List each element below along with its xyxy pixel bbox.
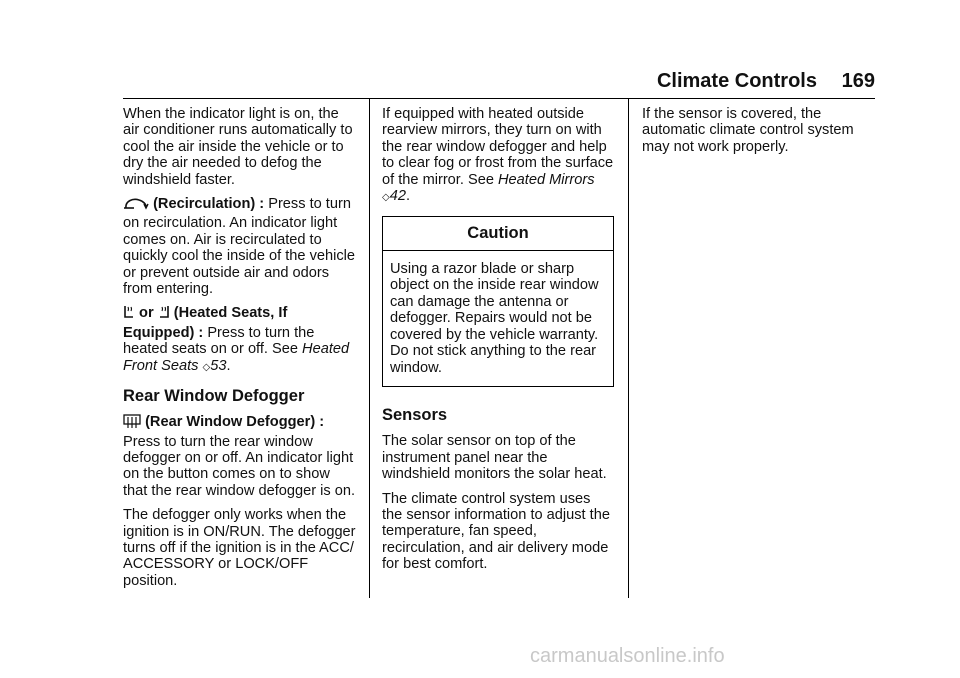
column-1 [123, 106, 358, 597]
page-header [123, 70, 875, 98]
column-divider-2 [628, 98, 629, 598]
rear-defogger-icon [123, 414, 141, 433]
heated-seats-text: Press to turn the heated seats on or off. See [123, 324, 315, 358]
paragraph-defogger [123, 414, 358, 499]
paragraph: The climate control system uses the sensor information to adjust the temperature, fan speed, recirculation, and air delivery mode for best comfort. [382, 490, 610, 573]
heated-seats-ref-page: 53 [210, 357, 227, 374]
mirrors-text: If equipped with heated outside rearview mirrors, they turn on with the rear window defogger and help to clear fog or frost from the surface of the mirror. See [382, 106, 614, 188]
page-number: 169 [841, 70, 875, 92]
column-divider-1 [369, 98, 370, 598]
paragraph: When the indicator light is on, the air conditioner runs automatically to cool the air inside the vehicle or to dry the air needed to defog the windshield faster. [123, 106, 353, 188]
caution-title: Caution [383, 217, 613, 250]
recirculation-text: Press to turn on recirculation. An indicator light comes on. Air is recirculated to quickly cool the inside of the vehicle or prevent outside air and odors from entering. [123, 196, 356, 298]
paragraph-heated-seats: or (Heated Seats, If Equipped) : Press to turn the heated seats on or off. See Heated Front Seats ◇53. [123, 305, 350, 374]
section-title: Climate Controls [656, 70, 817, 92]
recirculation-icon [123, 197, 149, 215]
column-2 [382, 106, 614, 581]
heated-seats-reference: Heated Front Seats [123, 341, 350, 374]
section-heading: Sensors [382, 406, 448, 425]
reference-arrow-icon: ◇ [382, 192, 390, 204]
paragraph-mirrors: If equipped with heated outside rearview mirrors, they turn on with the rear window defogger and help to clear fog or frost from the surface of the mirror. See Heated Mirrors ◇42. [382, 106, 614, 205]
reference-arrow-icon: ◇ [202, 361, 211, 373]
caution-box [382, 216, 614, 387]
paragraph: The solar sensor on top of the instrument panel near the windshield monitors the solar heat. [382, 433, 607, 483]
heated-seat-passenger-icon [158, 305, 170, 324]
heated-seats-label: (Heated Seats, If Equipped) : [123, 305, 288, 341]
mirrors-ref-page: 42 [389, 188, 406, 205]
paragraph: The defogger only works when the ignition is in ON/RUN. The defogger turns off if the ignition is in the ACC/ ACCESSORY or LOCK/OFF position. [123, 507, 356, 589]
defogger-text: Press to turn the rear window defogger on or off. An indicator light on the button comes on to show that the rear window defogger is on. [123, 433, 356, 499]
defogger-label: (Rear Window Defogger) : [145, 414, 325, 431]
heated-seat-driver-icon [123, 305, 135, 324]
caution-body: Using a razor blade or sharp object on the inside rear window can damage the antenna or defogger. Repairs would not be covered by the vehicle warranty. Do not stick anything to the rear window. [390, 260, 599, 376]
or-text: or [135, 305, 158, 322]
watermark: carmanualsonline.info [530, 645, 725, 667]
mirrors-reference: Heated Mirrors [498, 171, 595, 188]
recirculation-label: (Recirculation) : [153, 196, 265, 213]
header-rule [123, 98, 875, 99]
paragraph: If the sensor is covered, the automatic climate control system may not work properly. [642, 106, 854, 155]
section-heading: Rear Window Defogger [123, 387, 305, 406]
column-3 [642, 106, 872, 163]
paragraph-recirculation [123, 196, 358, 297]
